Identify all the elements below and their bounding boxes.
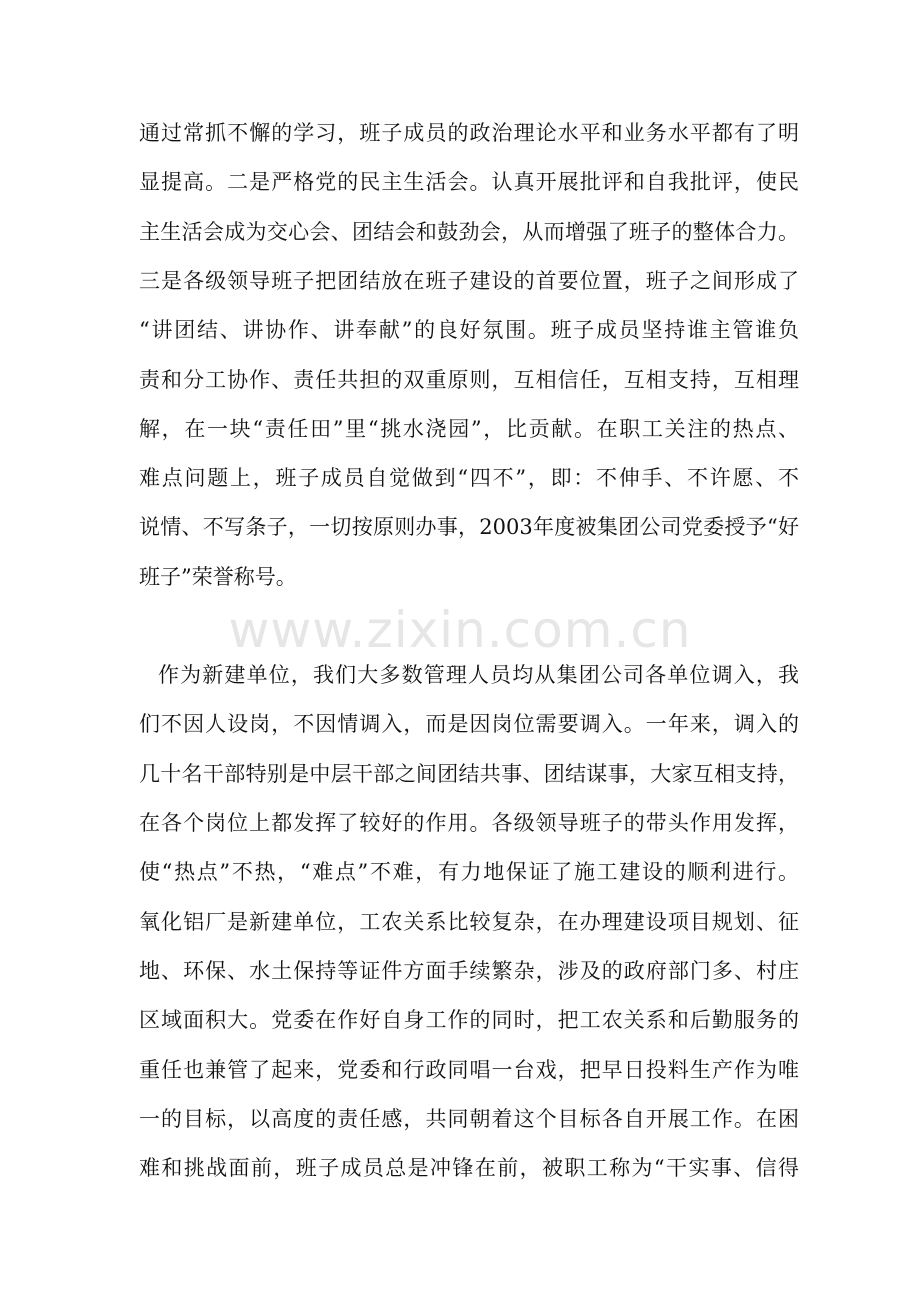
text-line: 们不因人设岗，不因情调入，而是因岗位需要调入。一年来，调入的 <box>139 712 799 736</box>
text-line: 通过常抓不懈的学习，班子成员的政治理论水平和业务水平都有了明 <box>139 121 799 145</box>
text-line: 作为新建单位，我们大多数管理人员均从集团公司各单位调入，我 <box>158 663 799 687</box>
text-line: 显提高。二是严格党的民主生活会。认真开展批评和自我批评，使民 <box>139 170 799 194</box>
text-line: 一的目标，以高度的责任感，共同朝着这个目标各自开展工作。在困 <box>139 1107 799 1131</box>
text-line: 主生活会成为交心会、团结会和鼓劲会，从而增强了班子的整体合力。 <box>139 220 799 244</box>
text-line: 几十名干部特别是中层干部之间团结共事、团结谋事，大家互相支持， <box>139 762 799 786</box>
text-line: 责和分工协作、责任共担的双重原则，互相信任，互相支持，互相理 <box>139 368 799 392</box>
text-line: “讲团结、讲协作、讲奉献”的良好氛围。班子成员坚持谁主管谁负 <box>139 318 799 342</box>
text-line: 在各个岗位上都发挥了较好的作用。各级领导班子的带头作用发挥， <box>139 811 799 835</box>
text-line: 说情、不写条子，一切按原则办事，2003年度被集团公司党委授予“好 <box>139 515 799 539</box>
text-line: 难和挑战面前，班子成员总是冲锋在前，被职工称为“干实事、信得 <box>139 1156 799 1180</box>
text-line: 难点问题上，班子成员自觉做到“四不”，即：不伸手、不许愿、不 <box>139 466 799 490</box>
text-line: 地、环保、水土保持等证件方面手续繁杂，涉及的政府部门多、村庄 <box>139 959 799 983</box>
text-line: 区域面积大。党委在作好自身工作的同时，把工农关系和后勤服务的 <box>139 1008 799 1032</box>
text-line: 解，在一块“责任田”里“挑水浇园”，比贡献。在职工关注的热点、 <box>139 417 799 441</box>
text-line: 三是各级领导班子把团结放在班子建设的首要位置，班子之间形成了 <box>139 269 799 293</box>
watermark: www.zixin.com.cn <box>228 601 692 659</box>
text-line: 氧化铝厂是新建单位，工农关系比较复杂，在办理建设项目规划、征 <box>139 910 799 934</box>
text-line: 使“热点”不热，“难点”不难，有力地保证了施工建设的顺利进行。 <box>139 860 799 884</box>
text-line: 重任也兼管了起来，党委和行政同唱一台戏，把早日投料生产作为唯 <box>139 1058 799 1082</box>
text-line: 班子”荣誉称号。 <box>139 565 297 589</box>
